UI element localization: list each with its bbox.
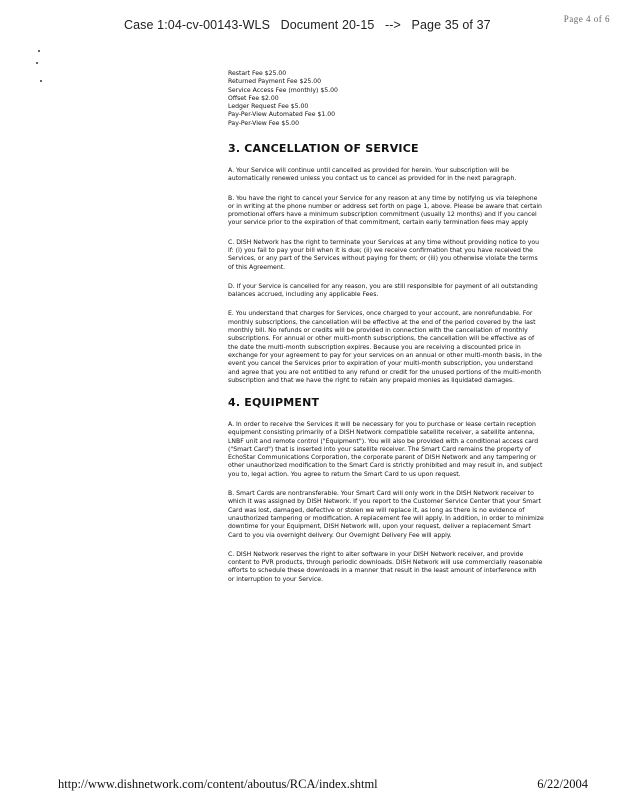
document-body xyxy=(228,70,544,595)
footer-date: 6/22/2004 xyxy=(537,777,588,791)
fee-item: Pay-Per-View Automated Fee $1.00 xyxy=(228,111,336,119)
fee-item: Pay-Per-View Fee $5.00 xyxy=(228,119,299,127)
section-title-cancellation: 3. CANCELLATION OF SERVICE xyxy=(228,142,419,156)
section-title-equipment: 4. EQUIPMENT xyxy=(228,396,320,410)
margin-mark xyxy=(38,50,40,52)
footer-url: http://www.dishnetwork.com/content/aboutus/RCA/index.shtml xyxy=(58,777,378,791)
paragraph: A. In order to receive the Services it will be necessary for you to purchase or lease certain reception equipment consisting primarily of a DISH Network compatible satellite receiver, a satellite antenna, LNBF unit and remote control ("Equipment"). You will also be provided with a conditional access card ("Smart Card") that is inserted into your satellite receiver. The Smart Card remains the property of EchoStar Communications Corporation, the corporate parent of DISH Network and any tampering or other unauthorized modification to the Smart Card is strictly prohibited and may result in, and subject you to, legal action. You agree to return the Smart Card to us upon request. xyxy=(228,421,543,478)
case-header xyxy=(124,18,491,32)
paragraph: E. You understand that charges for Services, once charged to your account, are nonrefundable. For monthly subscriptions, the cancellation will be effective at the end of the period covered by the last monthly bill. No refunds or credits will be provided in connection with the cancellation of monthly subscriptions. For annual or other multi-month subscriptions, the cancellation will be effective as of the date the multi-month subscription expires. Because you are receiving a discounted price in exchange for your agreement to pay for your services on an annual or other multi-month basis, in the event you cancel the Services prior to expiration of your multi-month subscription, you understand and agree that you are not entitled to any refund or credit for the unused portions of the multi-month subscription and that we have the right to retain any prepaid monies as liquidated damages. xyxy=(228,310,542,384)
fee-list xyxy=(228,70,544,128)
margin-mark xyxy=(40,80,42,82)
paragraph: D. If your Service is cancelled for any reason, you are still responsible for payment of all outstanding balances accrued, including any applicable Fees. xyxy=(228,282,538,299)
fee-item: Restart Fee $25.00 xyxy=(228,70,287,77)
paragraph: A. Your Service will continue until cancelled as provided for herein. Your subscription will be automatically renewed unless you contact us to cancel as provided for in the next paragraph. xyxy=(228,166,517,183)
fee-item: Offset Fee $2.00 xyxy=(228,94,279,102)
paragraph: C. DISH Network has the right to terminate your Services at any time without providing notice to you if: (i) you fail to pay your bill when it is due; (ii) we receive confirmation that you have received the Services, or any part of the Services without paying for them; or (iii) you otherwise violate the terms of this Agreement. xyxy=(228,238,540,271)
fee-item: Service Access Fee (monthly) $5.00 xyxy=(228,86,338,94)
case-number: Case 1:04-cv-00143-WLS xyxy=(124,18,271,32)
paragraph: B. You have the right to cancel your Service for any reason at any time by notifying us via telephone or in writing at the phone number or address set forth on page 1, above. Please be aware that certain promotional offers have a minimum subscription commitment (usually 12 months) and if you cancel your service prior to the expiration of that commitment, certain early termination fees may apply xyxy=(228,194,542,227)
fee-item: Returned Payment Fee $25.00 xyxy=(228,78,322,86)
page-number: Page 35 of 37 xyxy=(411,18,491,32)
paragraph: C. DISH Network reserves the right to alter software in your DISH Network receiver, and provide content to PVR products, through periodic downloads. DISH Network will use commercially reasonable efforts to schedule these downloads in a manner that result in the least amount of interference with or interruption to your Service. xyxy=(228,550,543,583)
fee-item: Ledger Request Fee $5.00 xyxy=(228,103,309,111)
paragraph: B. Smart Cards are nontransferable. Your Smart Card will only work in the DISH Network receiver to which it was assigned by DISH Network. If you report to the Customer Service Center that your Smart Card was lost, damaged, defective or stolen we will replace it, as long as there is no evidence of unauthorized tampering or modification. A replacement fee will apply. In addition, in order to minimize downtime for your Equipment, DISH Network will, upon your request, deliver a replacement Smart Card to you via overnight delivery. Our Overnight Delivery Fee will apply. xyxy=(228,490,544,539)
header-arrow: --> xyxy=(385,18,401,32)
page-stamp: Page 4 of 6 xyxy=(563,14,610,24)
margin-mark xyxy=(36,62,38,64)
document-number: Document 20-15 xyxy=(280,18,375,32)
